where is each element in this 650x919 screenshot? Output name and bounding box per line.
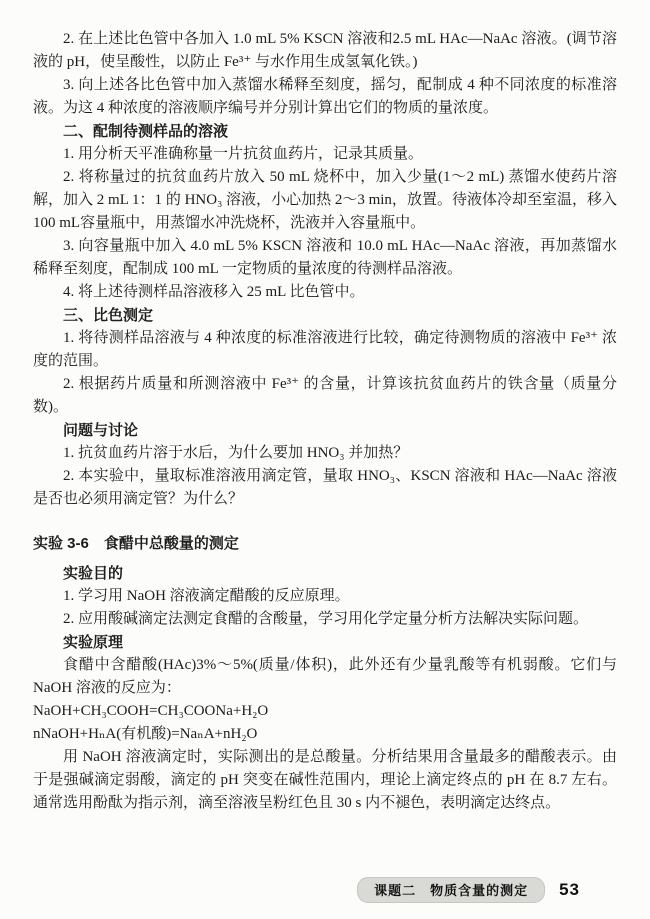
paragraph: 1. 抗贫血药片溶于水后，为什么要加 HNO₃ 并加热？ bbox=[63, 445, 409, 461]
paragraph: 2. 根据药片质量和所测溶液中 Fe³⁺ 的含量，计算该抗贫血药片的铁含量（质量分数)。 bbox=[33, 376, 617, 415]
chapter-capsule bbox=[357, 877, 545, 903]
subheading: 实验目的 bbox=[63, 565, 124, 582]
paragraph: 4. 将上述待测样品溶液移入 25 mL 比色管中。 bbox=[63, 284, 365, 300]
paragraph: 用 NaOH 溶液滴定时，实际测出的是总酸量。分析结果用含量最多的醋酸表示。由于是强碱滴定弱酸，滴定的 pH 突变在碱性范围内，理论上滴定终点的 pH 在 8.7 左右。通常选用酚酞为指示剂，滴至溶液呈粉红色且 30 s 内不褪色，表明滴定达终点。 bbox=[33, 749, 617, 811]
subheading: 实验原理 bbox=[63, 634, 124, 651]
paragraph: 食醋中含醋酸(HAc)3%～5%(质量/体积)，此外还有少量乳酸等有机弱酸。它们与 NaOH 溶液的反应为： bbox=[33, 657, 617, 696]
paragraph: 3. 向上述各比色管中加入蒸馏水稀释至刻度，摇匀，配制成 4 种不同浓度的标准溶液。为这 4 种浓度的溶液顺序编号并分别计算出它们的物质的量浓度。 bbox=[33, 77, 617, 116]
page-number: 53 bbox=[559, 880, 580, 899]
subheading: 二、配制待测样品的溶液 bbox=[63, 123, 229, 140]
subheading: 三、比色测定 bbox=[63, 307, 154, 324]
paragraph: 1. 将待测样品溶液与 4 种浓度的标准溶液进行比较，确定待测物质的溶液中 Fe³⁺ 浓度的范围。 bbox=[33, 330, 617, 369]
page-content bbox=[33, 28, 617, 815]
formula-line: NaOH+CH₃COOH=CH₃COONa+H₂O bbox=[33, 703, 269, 719]
chapter-label: 课题二 物质含量的测定 bbox=[374, 883, 529, 898]
paragraph: 2. 应用酸碱滴定法测定食醋的含酸量，学习用化学定量分析方法解决实际问题。 bbox=[63, 611, 589, 627]
paragraph: 2. 本实验中，量取标准溶液用滴定管，量取 HNO₃、KSCN 溶液和 HAc—NaAc 溶液是否也必须用滴定管？为什么？ bbox=[33, 468, 617, 507]
paragraph: 2. 将称量过的抗贫血药片放入 50 mL 烧杯中，加入少量(1～2 mL) 蒸馏水使药片溶解，加入 2 mL 1：1 的 HNO₃ 溶液，小心加热 2～3 min，放置。待液体冷却至室温，移入100 mL容量瓶中，用蒸馏水冲洗烧杯，洗液并入容量瓶中。 bbox=[33, 169, 617, 231]
paragraph: 2. 在上述比色管中各加入 1.0 mL 5% KSCN 溶液和2.5 mL HAc—NaAc 溶液。(调节溶液的 pH，使呈酸性，以防止 Fe³⁺ 与水作用生成氢氧化铁。) bbox=[33, 31, 617, 70]
subheading: 问题与讨论 bbox=[63, 422, 139, 439]
section-title: 实验 3-6 食醋中总酸量的测定 bbox=[33, 535, 239, 552]
page-footer bbox=[357, 877, 580, 903]
paragraph: 1. 用分析天平准确称量一片抗贫血药片，记录其质量。 bbox=[63, 146, 424, 162]
formula-line: nNaOH+HₙA(有机酸)=NaₙA+nH₂O bbox=[33, 726, 258, 742]
paragraph: 3. 向容量瓶中加入 4.0 mL 5% KSCN 溶液和 10.0 mL HAc—NaAc 溶液，再加蒸馏水稀释至刻度，配制成 100 mL 一定物质的量浓度的待测样品溶液。 bbox=[33, 238, 617, 277]
paragraph: 1. 学习用 NaOH 溶液滴定醋酸的反应原理。 bbox=[63, 588, 350, 604]
